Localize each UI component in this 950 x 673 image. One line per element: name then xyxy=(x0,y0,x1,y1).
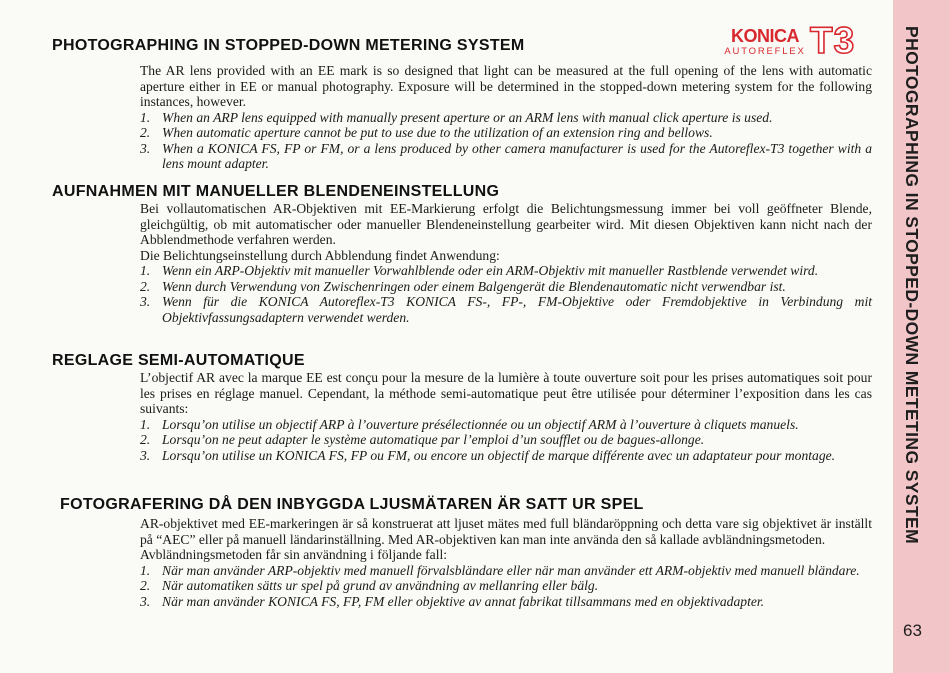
list-number: 1. xyxy=(140,416,151,432)
list-text: When a KONICA FS, FP or FM, or a lens produced by other camera manufacturer is used for the Autoreflex-T3 together with a lens mount adapter. xyxy=(162,140,872,171)
list-number: 3. xyxy=(140,593,151,609)
list-number: 3. xyxy=(140,447,151,463)
section-body-english xyxy=(140,63,872,172)
section-intro: L’objectif AR avec la marque EE est conçu pour la mesure de la lumière à toute ouverture soit pour les prises automatiques soit pour les prises en réglage manuel. Cependant, la méthode semi-automatique peut être utilisée pour déterminer l’exposition dans les cas suivants: xyxy=(140,370,872,416)
chapter-sidebar xyxy=(893,0,950,673)
section-list xyxy=(140,110,872,172)
list-number: 1. xyxy=(140,109,151,125)
section-list xyxy=(140,263,872,325)
list-text: Wenn für die KONICA Autoreflex-T3 KONICA FS-, FP-, FM-Objektive oder Fremdobjektive in Verbindung mit Objektivfassungsadaptern verwendet werden. xyxy=(162,294,872,325)
list-item xyxy=(140,263,872,279)
brand-name: KONICA xyxy=(731,26,799,46)
list-number: 3. xyxy=(140,294,151,309)
list-item xyxy=(140,141,872,172)
section-list xyxy=(140,417,872,464)
page-number: 63 xyxy=(903,621,922,640)
section-list xyxy=(140,563,872,610)
section-intro: Bei vollautomatischen AR-Objektiven mit EE-Markierung erfolgt die Belichtungsmessung immer bei voll geöffneter Blende, gleichgültig, ob mit automatischer oder manueller Blendeneinstellung gearbeiter wird. Mit diesen Objektiven kann nicht nach der Abblendmethode verfahren werden. xyxy=(140,201,872,247)
list-text: When automatic aperture cannot be put to use due to the utilization of an extension ring and bellows. xyxy=(162,125,713,140)
section-heading-english: PHOTOGRAPHING IN STOPPED-DOWN METERING SYSTEM xyxy=(52,37,525,54)
section-heading-french: REGLAGE SEMI-AUTOMATIQUE xyxy=(52,352,305,369)
list-item xyxy=(140,110,872,126)
list-item xyxy=(140,448,872,464)
section-body-french xyxy=(140,370,872,463)
section-intro-2: Avbländningsmetoden får sin användning i följande fall: xyxy=(140,547,448,562)
list-item xyxy=(140,125,872,141)
list-number: 2. xyxy=(140,432,151,447)
section-body-swedish xyxy=(140,516,872,609)
list-item xyxy=(140,578,872,594)
list-text: När man använder KONICA FS, FP, FM eller objektive av annat fabrikat tillsammans med en objektivadapter. xyxy=(162,593,765,609)
list-number: 1. xyxy=(140,263,151,278)
list-number: 1. xyxy=(140,562,151,578)
list-item xyxy=(140,279,872,295)
section-heading-swedish: FOTOGRAFERING DÅ DEN INBYGGDA LJUSMÄTAREN ÄR SATT UR SPEL xyxy=(60,496,644,513)
list-text: Wenn durch Verwendung von Zwischenringen oder einem Balgengerät die Blendenautomatic nicht verwendbar ist. xyxy=(162,278,786,294)
brand-model: T3 xyxy=(810,20,856,61)
list-item xyxy=(140,417,872,433)
section-body-german xyxy=(140,201,872,325)
konica-t3-logo xyxy=(722,22,872,62)
list-item xyxy=(140,294,872,325)
list-item xyxy=(140,594,872,610)
list-text: Wenn ein ARP-Objektiv mit manueller Vorwahlblende oder ein ARM-Objektiv mit manueller Rastblende verwendet wird. xyxy=(162,263,819,278)
list-text: When an ARP lens equipped with manually present aperture or an ARM lens with manual click aperture is used. xyxy=(162,109,773,125)
section-intro: AR-objektivet med EE-markeringen är så konstruerat att ljuset mätes med full bländaröppning och detta vare sig objektivet är inställt på “AEC” eller på manuell ländarinställning. Med AR-objektiven kan man inte använda den så kallade avbländningsmetoden. xyxy=(140,516,872,547)
section-intro: The AR lens provided with an EE mark is so designed that light can be measured at the full opening of the lens with automatic aperture either in EE or manual photography. Exposure will be determined in the stopped-down metering system for the following instances, however. xyxy=(140,63,872,109)
section-heading-german: AUFNAHMEN MIT MANUELLER BLENDENEINSTELLUNG xyxy=(52,183,500,200)
list-text: När man använder ARP-objektiv med manuell förvalsbländare eller när man använder ett ARM-objektiv med manuell bländare. xyxy=(162,562,860,578)
list-text: Lorsqu’on utilise un objectif ARP à l’ouverture présélectionnée ou un objectif ARM à l’ouverture à cliquets manuels. xyxy=(162,416,799,432)
list-item xyxy=(140,563,872,579)
list-number: 2. xyxy=(140,578,151,593)
sidebar-title: PHOTOGRAPHING IN STOPPED-DOWN METETING SYSTEM xyxy=(902,26,922,545)
list-text: När automatiken sätts ur spel på grund av användning av mellanring eller bälg. xyxy=(162,578,599,593)
list-text: Lorsqu’on utilise un KONICA FS, FP ou FM, ou encore un objectif de marque différente avec un adaptateur pour montage. xyxy=(162,447,836,463)
list-number: 3. xyxy=(140,140,151,156)
section-intro-2: Die Belichtungseinstellung durch Abblendung findet Anwendung: xyxy=(140,247,500,263)
list-number: 2. xyxy=(140,125,151,140)
list-item xyxy=(140,432,872,448)
brand-subtitle: AUTOREFLEX xyxy=(724,46,806,57)
list-number: 2. xyxy=(140,278,151,294)
list-text: Lorsqu’on ne peut adapter le système automatique par l’emploi d’un soufflet ou de bagues-allonge. xyxy=(162,432,705,447)
